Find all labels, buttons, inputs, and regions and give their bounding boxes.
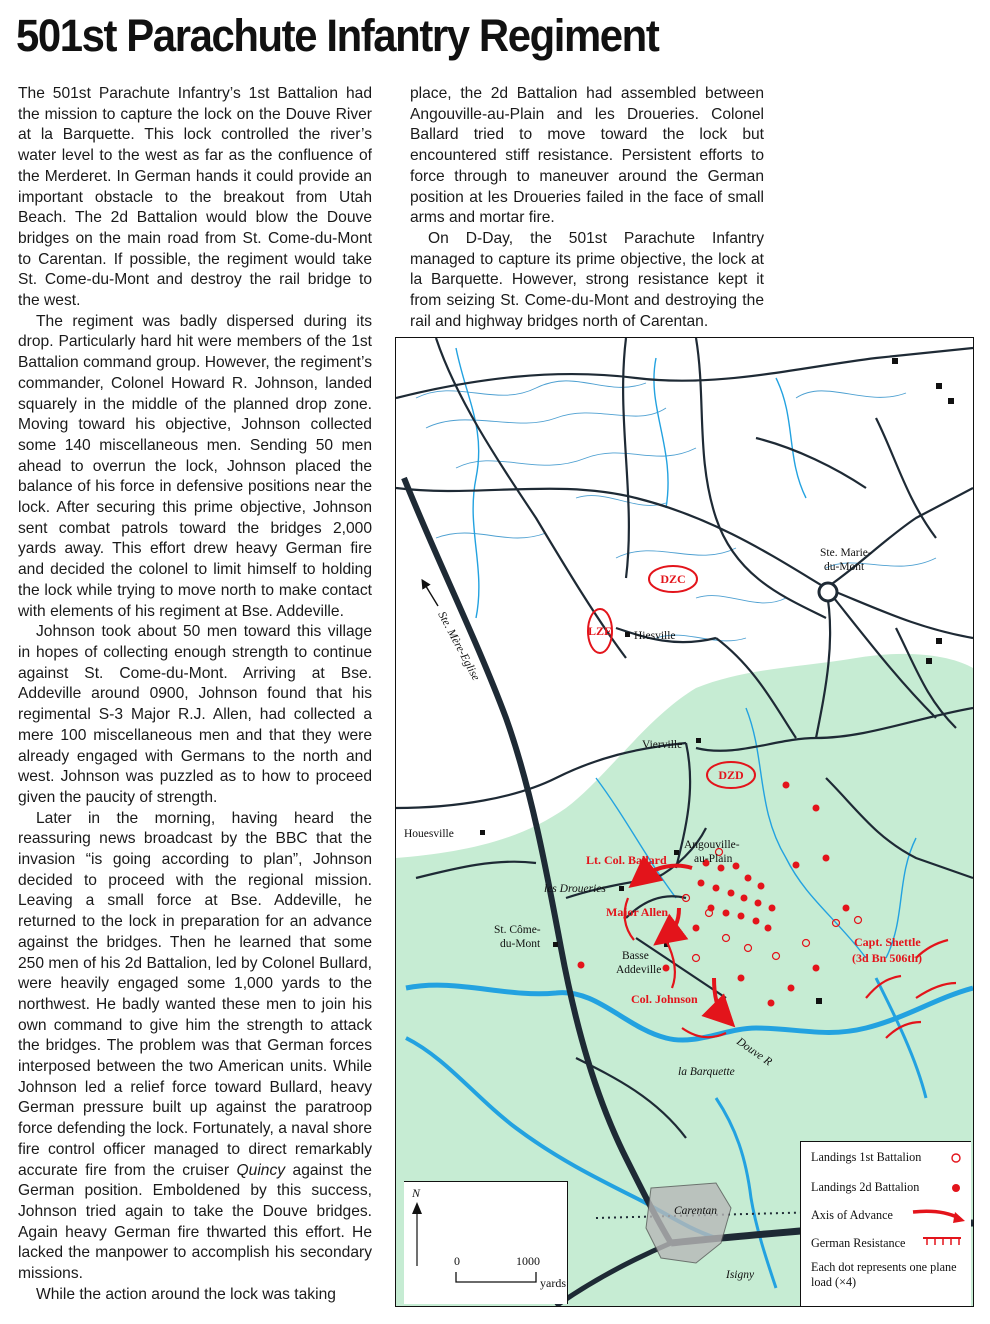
paragraph-bbc [18,809,372,1285]
resistance-line-icon [921,1234,965,1250]
angouville-label-2: au-Plain [694,853,733,865]
map-scale [404,1181,568,1304]
hiesville-label: Hiesville [634,630,676,642]
legend-resistance-label: German Resistance [811,1236,906,1250]
legend-note: Each dot represents one plane load (×4) [811,1260,957,1289]
scale-zero: 0 [454,1254,460,1268]
drop-zone-d-label: DZD [718,768,744,782]
article-right-column [410,84,764,332]
scale-bar [454,1270,540,1284]
scale-max: 1000 [516,1254,540,1268]
operations-map [395,337,974,1307]
ste-mere-label: Ste. Mère-Eglise [435,609,482,683]
legend-2d-battalion-label: Landings 2d Battalion [811,1180,920,1194]
isigny-label: Isigny [726,1269,755,1281]
houesville-label: Houesville [404,828,454,840]
road-direction-arrow [424,583,438,606]
open-dot-icon [949,1151,963,1165]
ste-marie-label-2: du-Mont [824,561,865,573]
filled-dot-icon [949,1181,963,1195]
paragraph-continued: While the action around the lock was taking [36,1285,336,1303]
page-title: 501st Parachute Infantry Regiment [16,10,659,61]
landing-zone-e-label: LZE [587,624,613,638]
scale-unit: yards [540,1276,566,1290]
ballard-label: Lt. Col. Ballard [586,853,667,867]
cruiser-name: Quincy [236,1161,286,1179]
johnson-label: Col. Johnson [631,992,698,1006]
paragraph-dday: On D-Day, the 501st Parachute Infantry managed to capture its prime objective, the lock at la Barquette. However, strong resistance kept it from seizing St. Come-du-Mont and destroying the rail and highway bridges north of Carentan. [410,229,764,330]
map-legend [800,1141,971,1307]
axis-arrow-icon [911,1206,967,1226]
st-come-label-2: du-Mont [500,938,541,950]
paragraph-second-battalion: place, the 2d Battalion had assembled between Angouville-au-Plain and les Droueries. Colonel Ballard tried to move toward the lock but encountered stiff resistance. Persistent efforts to force through to maneuver around the German position at les Droueries failed in the face of small arms and mortar fire. [410,85,764,227]
vierville-label: Vierville [642,739,683,751]
legend-1st-battalion-label: Landings 1st Battalion [811,1150,922,1164]
carentan-label: Carentan [674,1205,718,1217]
shettle-label: Capt. Shettle [854,935,921,949]
douve-label: Douve R [734,1035,774,1069]
paragraph-dispersal: The regiment was badly dispersed during its drop. Particularly hard hit were members of the 1st Battalion command group. However, the regiment’s commander, Colonel Howard R. Johnson, landed squarely in the middle of the planned drop zone. Moving toward his objective, Johnson collected some 140 miscellaneous men. Sending 50 men ahead to overrun the lock, Johnson placed the balance of his force in defensive positions near the lock. After securing this prime objective, Johnson sent combat patrols toward the bridges 2,000 yards away. This effort drew heavy German fire and decided the colonel to limit himself to holding the lock while trying to move north to make contact with elements of his regiment at Bse. Addeville. [18,312,372,620]
ste-marie-junction [819,583,837,601]
article-left-column [18,84,372,1305]
barquette-label: la Barquette [678,1066,735,1078]
drop-zone-c-label: DZC [660,572,686,586]
paragraph-addeville: Johnson took about 50 men toward this village in hopes of collecting enough strength to continue against St. Come-du-Mont. Arriving at Bse. Addeville around 0900, Johnson found that his regimental S-3 Major R.J. Allen, had collected a mere 100 miscellaneous men and that they were already engaged with Germans to the north and west. Johnson was puzzled as to how to proceed given the paucity of strength. [18,623,372,806]
droueries-label: les Droueries [544,883,606,895]
st-come-label: St. Côme- [494,924,541,936]
legend-axis-label: Axis of Advance [811,1208,893,1222]
angouville-label: Angouville- [684,839,740,851]
north-label: N [412,1186,421,1200]
allen-label: Major Allen [606,905,669,919]
paragraph-bbc-tail: against the German position. Emboldened by this success, Johnson tried again to take the Douve bridges. Again heavy German fire thwarted this effort. He lacked the manpower to accomplish his secondary missions. [18,1161,372,1283]
ste-marie-label: Ste. Marie- [820,547,872,559]
paragraph-mission: The 501st Parachute Infantry’s 1st Battalion had the mission to capture the lock on the Douve River at la Barquette. This lock controlled the river’s water level to the west as far as the confluence of the Merderet. In German hands it could provide an important obstacle to the breakout from Utah Beach. The 2d Battalion would blow the Douve bridges on the main road from St. Come-du-Mont to Carentan. If possible, the regiment would take St. Come-du-Mont and destroy the rail bridge to the west. [18,85,372,310]
paragraph-bbc-text: Later in the morning, having heard the reassuring news broadcast by the BBC that the invasion “is going according to plan”, Johnson decided to proceed with the regional mission. Leaving a small force at Bse. Addeville, he returned to the lock in preparation for an advance against the bridges. Then he learned that some 250 men of his 2d Battalion, led by Colonel Bullard, were heavily engaged some 1,000 yards to the northwest. He badly wanted these men to join his own command to give him the strength to attack the bridges. The problem was that German forces interposed between the two American units. While Johnson led a relief force toward Bullard, heavy German pressure built up against the paratroop force defending the lock. Fortunately, a naval shore fire control officer managed to direct remarkably accurate fire from the cruiser [18,809,372,1179]
basse-label: Basse [622,950,649,962]
north-arrow-icon [410,1200,424,1270]
basse-label-2: Addeville [616,964,662,976]
shettle-unit-label: (3d Bn 506th) [852,951,923,965]
